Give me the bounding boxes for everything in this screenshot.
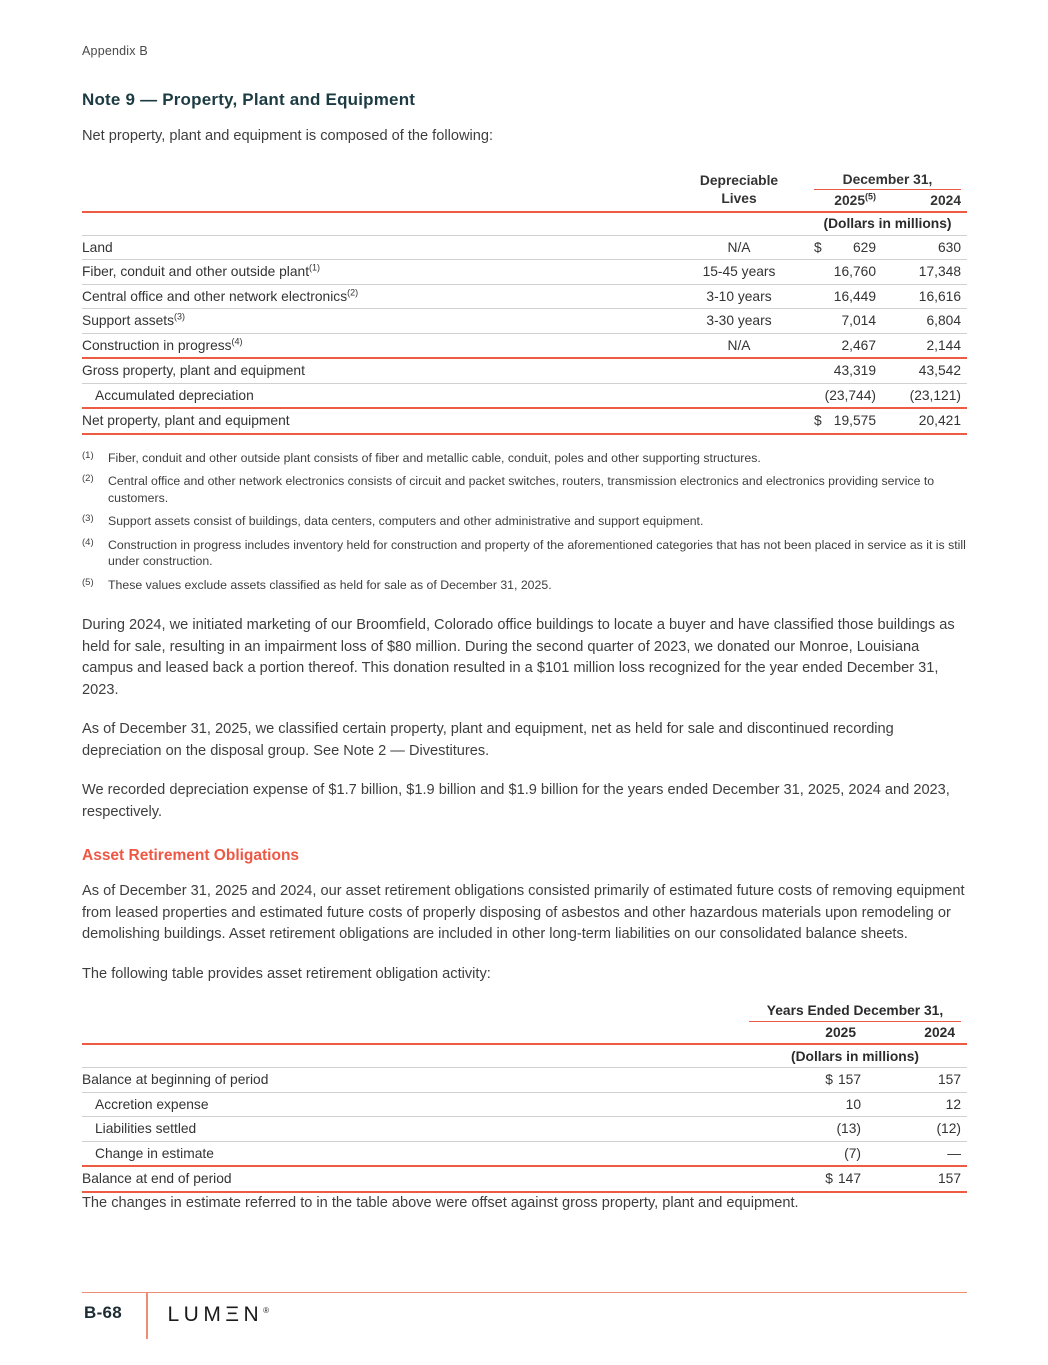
row-label: Liabilities settled [95, 1121, 197, 1136]
footnote-reference: (2) [347, 286, 359, 297]
year-columns [814, 190, 961, 208]
value-2025: 7,014 [841, 313, 876, 328]
row-label-text: Land [82, 239, 113, 255]
row-label-text: Fiber, conduit and other outside plant [82, 264, 310, 279]
paragraph-aro-table-intro: The following table provides asset retirement obligation activity: [82, 965, 491, 982]
table-row [82, 334, 967, 360]
cell-2024: 630 [937, 239, 961, 255]
row-label [82, 413, 664, 428]
footnote-text: Construction in progress includes inventory held for construction and property of the aforementioned categories that has not been placed in service as it is still under construction. [108, 537, 966, 568]
units-row [82, 1045, 967, 1068]
row-label [82, 240, 664, 255]
cell-lives: 3-30 years [706, 313, 772, 328]
table-row [82, 384, 967, 410]
cell-2025 [814, 363, 876, 378]
value-2025: 43,319 [833, 363, 876, 378]
value-2025: 19,575 [833, 413, 876, 428]
cell-2025 [814, 413, 876, 428]
paragraph-aro-description: As of December 31, 2025 and 2024, our asset retirement obligations consisted primarily of estimated future costs of removing equipment from leased properties and estimated future costs of properly disposing of asbestos and other hazardous materials upon remodeling or demolishing buildings. Asset retirement obligations are included in other long-term liabilities on our consolidated balance sheets. [82, 883, 965, 942]
table-row-total [82, 409, 967, 435]
footnote-text: Support assets consist of buildings, data centers, computers and other administrative and support equipment. [108, 514, 704, 528]
table-row [82, 1068, 967, 1093]
appendix-label: Appendix B [82, 44, 148, 58]
ppe-table-header-row-1 [82, 172, 967, 190]
column-header-2024: 2024 [930, 192, 961, 208]
aro-heading: Asset Retirement Obligations [82, 847, 300, 864]
footnote-5-reference: (5) [865, 190, 876, 201]
table-row [82, 285, 967, 310]
table-row [82, 359, 967, 384]
footnote-reference: (3) [174, 311, 186, 322]
cell-2024: 43,542 [918, 363, 961, 378]
cell-2025 [814, 240, 876, 255]
value-2025: 16,760 [833, 264, 876, 279]
cell-lives: 3-10 years [706, 288, 772, 304]
paragraph-held-for-sale: As of December 31, 2025, we classified certain property, plant and equipment, net as held for sale and discontinued recording depreciation on the disposal group. See Note 2 — Divestitures. [82, 721, 894, 759]
footnote-marker: (5) [82, 576, 94, 588]
dollar-sign: $ [825, 1171, 833, 1186]
footnote-text: Central office and other network electronics consists of circuit and packet switches, routers, transmission electronics and electronics providing service to customers. [108, 474, 935, 505]
footnote-text: These values exclude assets classified as held for sale as of December 31, 2025. [108, 577, 552, 592]
row-label: Balance at beginning of period [82, 1072, 269, 1087]
note-title: Note 9 — Property, Plant and Equipment [82, 90, 416, 109]
footnotes [82, 450, 967, 594]
cell-2025 [814, 289, 876, 304]
units-row [82, 213, 967, 236]
table-row [82, 1142, 967, 1168]
cell-2025 [754, 1072, 861, 1087]
value-2025: 16,449 [833, 288, 876, 304]
table-row [82, 1117, 967, 1142]
registered-trademark-symbol: ® [263, 1306, 270, 1315]
cell-2025 [814, 338, 876, 353]
cell-2025 [754, 1146, 861, 1161]
cell-2025 [814, 313, 876, 328]
units-label: (Dollars in millions) [790, 1048, 920, 1064]
row-label-text: Accumulated depreciation [95, 387, 254, 403]
footnote [82, 537, 967, 570]
intro-paragraph: Net property, plant and equipment is composed of the following: [82, 128, 494, 144]
paragraph-depreciation-expense: We recorded depreciation expense of $1.7 billion, $1.9 billion and $1.9 billion for the years ended December 31, 2025, 2024 and 2023, respectively. [82, 782, 950, 820]
value-2025: (23,744) [824, 387, 876, 403]
cell-2024: 2,144 [926, 337, 961, 353]
footnote-text: Fiber, conduit and other outside plant consists of fiber and metallic cable, conduit, poles and other supporting structures. [108, 450, 761, 465]
table-row-total [82, 1167, 967, 1193]
table-row [82, 236, 967, 261]
column-header-lives: Lives [721, 190, 757, 206]
cell-2025 [814, 388, 876, 403]
dollar-sign: $ [814, 413, 822, 428]
column-header-2025 [814, 190, 876, 208]
column-header-2025: 2025 [825, 1025, 856, 1040]
footnote [82, 513, 967, 530]
aro-year-group-header [749, 1003, 961, 1040]
paragraph-broomfield: During 2024, we initiated marketing of our Broomfield, Colorado office buildings to locate a buyer and have classified those buildings as held for sale, resulting in an impairment loss of $80 million. During the second quarter of 2023, we donated our Monroe, Louisiana campus and leased back a portion thereof. This donation resulted in a $101 million loss recognized for the year ended December 31, 2023. [82, 617, 955, 698]
year-2025-label: 2025 [834, 192, 865, 208]
row-label [82, 313, 664, 328]
footnote [82, 577, 967, 594]
row-label [82, 363, 664, 378]
aro-table [82, 1003, 967, 1193]
row-label [82, 335, 664, 353]
row-label-text: Central office and other network electronics [82, 288, 348, 304]
cell-2025 [754, 1121, 861, 1136]
cell-2024: 16,616 [918, 288, 961, 304]
units-label: (Dollars in millions) [823, 216, 952, 231]
dollar-sign: $ [814, 239, 822, 255]
row-label: Balance at end of period [82, 1171, 232, 1186]
value-2025: 10 [845, 1096, 861, 1112]
row-label [82, 286, 664, 304]
row-label: Accretion expense [95, 1096, 209, 1112]
row-label-text: Construction in progress [82, 337, 232, 353]
row-label-text: Net property, plant and equipment [82, 413, 290, 428]
cell-2024: 157 [937, 1072, 961, 1087]
value-2025: 629 [852, 239, 876, 255]
table-row [82, 260, 967, 285]
lumen-logo [148, 1293, 270, 1327]
ppe-table-header-row-2 [82, 190, 967, 208]
cell-2024: — [947, 1145, 961, 1161]
ppe-table [82, 172, 967, 435]
cell-2025 [754, 1097, 861, 1112]
value-2025: 2,467 [841, 337, 876, 353]
logo-text-lum: LUM [167, 1303, 226, 1326]
cell-lives: N/A [727, 337, 751, 353]
column-header-2024: 2024 [924, 1025, 955, 1040]
cell-2024: (23,121) [909, 387, 961, 403]
cell-2024: 6,804 [926, 313, 961, 328]
cell-2024: 20,421 [918, 413, 961, 428]
row-label-text: Gross property, plant and equipment [82, 363, 305, 378]
value-2025: (7) [844, 1145, 861, 1161]
logo-text-n: N [243, 1303, 264, 1326]
logo-stylized-e: Ξ [225, 1303, 244, 1326]
column-group-december-31: December 31, [814, 172, 961, 190]
value-2025: 157 [837, 1072, 861, 1087]
row-label: Change in estimate [95, 1145, 214, 1161]
footnote [82, 473, 967, 506]
footnote-marker: (1) [82, 449, 94, 461]
footnote [82, 450, 967, 467]
cell-2025 [814, 264, 876, 279]
row-label [82, 264, 664, 279]
page-number: B-68 [84, 1303, 123, 1322]
cell-2024: (12) [936, 1121, 961, 1136]
footnote-marker: (4) [82, 536, 94, 548]
row-label-text: Support assets [82, 313, 175, 328]
cell-2024: 157 [937, 1171, 961, 1186]
cell-lives: N/A [727, 239, 751, 255]
dollar-sign: $ [825, 1072, 833, 1087]
year-group-header [814, 172, 961, 190]
table-row [82, 1093, 967, 1118]
value-2025: 147 [837, 1171, 861, 1186]
value-2025: (13) [836, 1121, 861, 1136]
cell-2025 [754, 1171, 861, 1186]
cell-2024: 17,348 [918, 264, 961, 279]
cell-lives: 15-45 years [702, 264, 776, 279]
footnote-reference: (4) [231, 335, 243, 346]
column-header-depreciable: Depreciable [699, 172, 779, 188]
table-row [82, 309, 967, 334]
column-group-years-ended: Years Ended December 31, [749, 1003, 961, 1022]
paragraph-change-in-estimate: The changes in estimate referred to in the table above were offset against gross property, plant and equipment. [82, 1194, 799, 1211]
footnote-reference: (1) [309, 262, 321, 273]
footnote-marker: (3) [82, 513, 94, 524]
footnote-marker: (2) [82, 473, 94, 484]
row-label [82, 388, 664, 403]
cell-2024: 12 [945, 1096, 961, 1112]
page-footer [82, 1292, 967, 1339]
